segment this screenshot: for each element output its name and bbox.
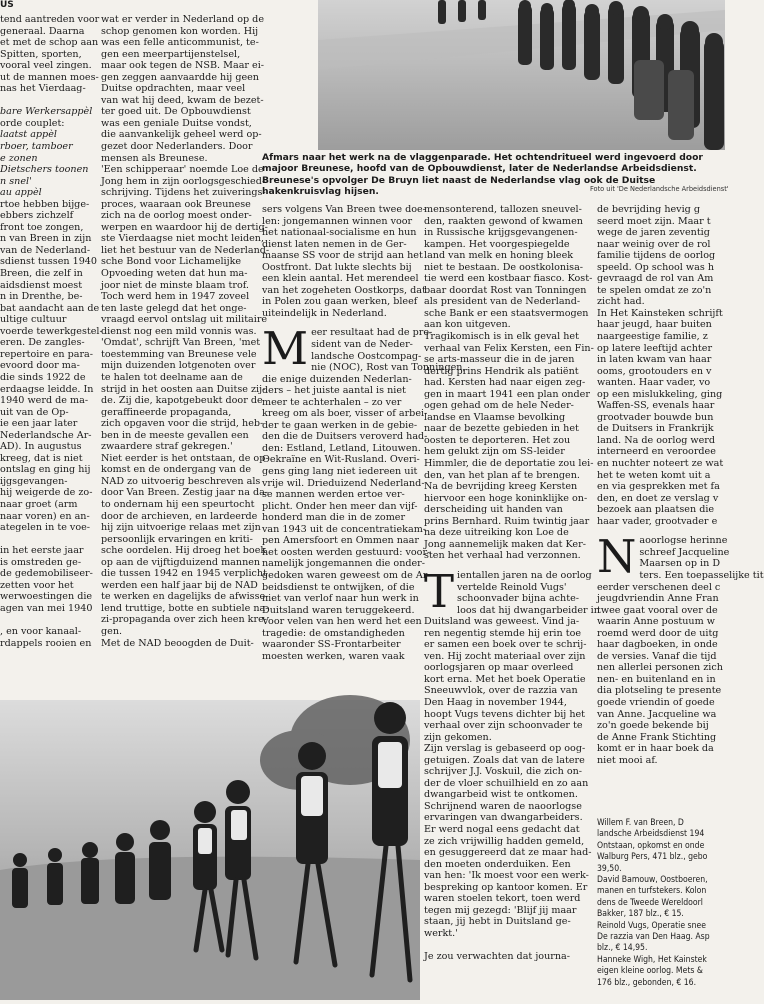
text-line: kampen. Het voorgespiegelde bbox=[424, 238, 570, 250]
text-line: gen in maart 1941 een plan onder bbox=[424, 388, 590, 400]
text-line: op latere leeftijd achter bbox=[597, 342, 713, 354]
text-line: vooral veel zingen. bbox=[0, 60, 92, 72]
text-line: van Anne. Jacqueline wa bbox=[597, 708, 717, 720]
text-line: die sinds 1922 de bbox=[0, 371, 86, 383]
text-line: Oostfront. Dat lukte slechts bij bbox=[262, 261, 412, 273]
text-line: Himmler, die de deportatie zou lei- bbox=[424, 458, 594, 470]
text-line: Duitsland was geweest. Vind ja- bbox=[424, 616, 580, 628]
text-line: kort erna. Met het boek Operatie bbox=[424, 673, 586, 685]
column-5 bbox=[597, 204, 764, 816]
text-line: twee gaat vooral over de bbox=[597, 604, 718, 616]
text-line: sche Bank er een staatsvermogen bbox=[424, 307, 589, 319]
text-line: strijd in het oosten aan Duitse zij- bbox=[101, 383, 266, 395]
text-line: staan, jij hebt in Duitsland ge- bbox=[424, 916, 571, 928]
text-line: den, raakten gewond of kwamen bbox=[424, 215, 583, 227]
text-line: baar doordat Rost van Tonningen bbox=[424, 284, 587, 296]
text-line: ategelen in te voe- bbox=[0, 522, 91, 534]
text-line: gen. bbox=[101, 625, 123, 637]
text-line: ogen gehad om de hele Neder- bbox=[424, 400, 574, 412]
column-4 bbox=[424, 204, 600, 1000]
text-line: een klein aantal. Het merendeel bbox=[262, 273, 419, 285]
text-line: zich na de oorlog moest onder- bbox=[101, 210, 252, 222]
text-line: loos dat hij dwangarbeider in bbox=[457, 604, 600, 616]
text-line: Nederlandsche Ar- bbox=[0, 429, 92, 441]
text-line: bare Werkersappèl bbox=[0, 106, 93, 118]
text-line: mensonterend, tallozen sneuvel- bbox=[424, 204, 582, 215]
text-line: Maarsen op in D bbox=[639, 558, 721, 570]
text-line: In Het Kainsteken schrijft bbox=[597, 307, 723, 319]
text-line: op aan de vijftigduizend mannen bbox=[101, 556, 261, 568]
text-line: de Duitsers in Frankrijk bbox=[597, 423, 714, 435]
text-line: hiervoor een hoge koninklijke on- bbox=[424, 492, 588, 504]
text-line bbox=[0, 614, 92, 626]
text-line: n snel' bbox=[0, 175, 32, 187]
text-line: als president van de Nederland- bbox=[424, 296, 581, 308]
text-line: die aanvankelijk geheel werd op- bbox=[101, 129, 262, 141]
text-line: namelijk jongemannen die onder- bbox=[262, 558, 426, 570]
text-line: rdappels rooien en bbox=[0, 637, 92, 649]
text-line: haar dagboeken, in onde bbox=[597, 639, 718, 651]
text-line: ut de mannen moes- bbox=[0, 71, 99, 83]
text-line: dertig prins Hendrik als patiënt bbox=[424, 365, 579, 377]
text-line: proces, waaraan ook Breunese bbox=[101, 198, 251, 210]
women-marching-photo bbox=[0, 700, 420, 1000]
text-line: n van Breen in zijn bbox=[0, 233, 92, 245]
text-line: in het eerste jaar bbox=[0, 545, 84, 557]
text-line: mijn duizenden lotgenoten over bbox=[101, 360, 256, 372]
text-line: op een mislukkeling, ging bbox=[597, 388, 723, 400]
text-line: bat aandacht aan de bbox=[0, 302, 100, 314]
text-line: ren negentig stemde hij erin toe bbox=[424, 627, 582, 639]
text-line: dwangarbeid wist te ontkomen. bbox=[424, 789, 578, 801]
text-line: ultige cultuur bbox=[0, 314, 67, 326]
text-line: verhaal over zijn schoonvader te bbox=[424, 720, 583, 732]
text-line: van 1943 uit de concentratiekam- bbox=[262, 523, 427, 535]
text-line: had. Kersten had naar eigen zeg- bbox=[424, 377, 586, 389]
text-line: maanse SS voor de strijd aan het bbox=[262, 250, 423, 262]
text-line: persoonlijk ervaringen en kriti- bbox=[101, 533, 253, 545]
text-line: nas het Vierdaag- bbox=[0, 83, 86, 95]
text-line: aidsdienst moest bbox=[0, 279, 83, 291]
text-line: schop genomen kon worden. Hij bbox=[101, 25, 259, 37]
text-line: n in Drenthe, be- bbox=[0, 291, 83, 303]
text-line: in Russische krijgsgevangenen- bbox=[424, 227, 578, 239]
text-line: het oosten werden gestuurd: voor- bbox=[262, 546, 431, 558]
text-line: Niet eerder is het ontstaan, de op- bbox=[101, 452, 269, 464]
text-line: verhaal van Felix Kersten, een Fin- bbox=[424, 342, 594, 354]
text-line: 'Een schipperaar' noemde Loe de bbox=[101, 164, 264, 176]
text-line bbox=[424, 939, 586, 951]
text-line: werpen en waardoor hij de dertig- bbox=[101, 221, 268, 233]
text-line: naargeestige familie, z bbox=[597, 331, 708, 343]
text-line: de bevrijding hevig g bbox=[597, 204, 700, 215]
text-line: uiteindelijk in Nederland. bbox=[262, 307, 387, 319]
text-line: ders – het juiste aantal is niet bbox=[262, 385, 406, 397]
text-line: de. Zij die, kapotgebeukt door de bbox=[101, 395, 263, 407]
text-line: Na de bevrijding kreeg Kersten bbox=[424, 481, 578, 493]
text-line: naar de bezette gebieden in het bbox=[424, 423, 579, 435]
text-line: roemd werd door de uitg bbox=[597, 627, 719, 639]
text-line: ebbers zichzelf bbox=[0, 210, 74, 222]
text-line: sche Bond voor Lichamelijke bbox=[101, 256, 242, 268]
text-line: Sneeuwvlok, over de razzia van bbox=[424, 685, 578, 697]
text-line: hij zijn uitvoerige relaas met zijn bbox=[101, 522, 261, 534]
text-line: den: Estland, Letland, Litouwen. bbox=[262, 442, 421, 454]
text-line: ter goed uit. De Opbouwdienst bbox=[101, 106, 251, 118]
text-line: honderd man die in de zomer bbox=[262, 512, 406, 524]
text-line: zo'n goede bekende bij bbox=[597, 720, 709, 732]
text-line: familie tijdens de oorlog bbox=[597, 250, 716, 262]
text-line: ze zich vrijwillig hadden gemeld, bbox=[424, 835, 585, 847]
text-line: komt er in haar boek da bbox=[597, 743, 714, 755]
paragraph bbox=[597, 530, 764, 766]
text-line: en nuchter noteert ze wat bbox=[597, 458, 724, 470]
text-line: liet het bestuur van de Nederland- bbox=[101, 244, 270, 256]
text-line: aoorlogse herinne bbox=[639, 535, 728, 547]
text-line: haar jeugd, haar buiten bbox=[597, 319, 712, 331]
book-list-line: Ontstaan, opkomst en onde bbox=[597, 840, 705, 851]
text-line: dia plotseling te presente bbox=[597, 685, 722, 697]
text-line: te spelen omdat ze zo'n bbox=[597, 284, 712, 296]
text-line: de gedemobiliseer- bbox=[0, 568, 93, 580]
text-line: nen- en buitenland en in bbox=[597, 673, 716, 685]
text-line: laatst appèl bbox=[0, 129, 57, 141]
text-line: naar groet (arm bbox=[0, 498, 78, 510]
text-line: ben in de meeste gevallen een bbox=[101, 429, 249, 441]
text-line: Breen, die zelf in bbox=[0, 268, 83, 280]
text-line: gen een meerpartijenstelsel, bbox=[101, 48, 241, 60]
text-line: schoonvader bijna achte- bbox=[457, 593, 579, 605]
text-line: meer te achterhalen – zo ver bbox=[262, 396, 402, 408]
text-line bbox=[0, 95, 92, 107]
text-line: NAD zo uitvoerig beschreven als bbox=[101, 475, 261, 487]
text-line: dienst nog een mild vonnis was. bbox=[101, 325, 257, 337]
text-line: der te gaan werken in de gebie- bbox=[262, 419, 418, 431]
text-line: eer resultaat had de pre- bbox=[311, 327, 433, 339]
text-line bbox=[0, 534, 92, 546]
text-line: landse en Vlaamse bevolking bbox=[424, 411, 566, 423]
text-line: voerde tewerkgestel- bbox=[0, 325, 103, 337]
text-line: door de archieven, en lardeerde bbox=[101, 510, 258, 522]
text-line: ste Vierdaagse niet mocht leiden, bbox=[101, 233, 264, 245]
text-line: tend aantreden voor bbox=[0, 14, 100, 25]
book-list-line: De razzia van Den Haag. Asp bbox=[597, 932, 710, 943]
text-line: ientallen jaren na de oorlog bbox=[457, 569, 592, 581]
text-line: wat er verder in Nederland op de bbox=[101, 14, 265, 25]
text-line: lend truttige, botte en subtiele na- bbox=[101, 602, 269, 614]
book-list-line: David Bamouw, Oostboeren, bbox=[597, 875, 708, 886]
column-2 bbox=[101, 14, 270, 704]
text-line: getuigen. Zoals dat van de latere bbox=[424, 754, 585, 766]
text-line: 1940 werd de ma- bbox=[0, 395, 89, 407]
text-line: Duitsland waren teruggekeerd. bbox=[262, 604, 415, 616]
text-line: gezet door Nederlanders. Door bbox=[101, 141, 253, 153]
text-line: sche oordelen. Hij droeg het boek bbox=[101, 545, 267, 557]
text-line: van hen: 'Ik moest voor een werk- bbox=[424, 870, 589, 882]
text-line: zijn gekomen. bbox=[424, 731, 492, 743]
text-line: oosten te deporteren. Het zou bbox=[424, 434, 571, 446]
text-line: Voor velen van hen werd het een bbox=[262, 616, 422, 628]
marching-men-photo bbox=[318, 0, 725, 150]
text-line: der de vloer schuilhield en zo aan bbox=[424, 777, 589, 789]
text-line: moesten werken, waren vaak bbox=[262, 650, 405, 662]
text-line: land van melk en honing bleek bbox=[424, 250, 574, 262]
text-line: ervaringen van dwangarbeiders. bbox=[424, 812, 583, 824]
book-list-line: Hanneke Wigh, Het Kainstek bbox=[597, 954, 707, 965]
text-line: au appèl bbox=[0, 187, 42, 199]
text-line: se arts-masseur die in de jaren bbox=[424, 354, 575, 366]
book-list-line: 39,50. bbox=[597, 863, 622, 874]
text-line: beidsdienst te ontwijken, of die bbox=[262, 581, 415, 593]
text-line: nen allerlei personen zich bbox=[597, 662, 723, 674]
book-list-line: Willem F. van Breen, D bbox=[597, 818, 684, 828]
text-line: rtoe hebben bijge- bbox=[0, 198, 90, 210]
text-line: vrije wil. Drieduizend Nederland- bbox=[262, 477, 425, 489]
section-tag: US bbox=[0, 0, 14, 10]
text-line: landsche Oostcompag- bbox=[311, 350, 422, 362]
text-line: van het zogeheten Oostkorps, dat bbox=[262, 284, 426, 296]
text-line: sident van de Neder- bbox=[311, 339, 413, 351]
text-line: derscheiding uit handen van bbox=[424, 504, 563, 516]
text-line: niet mooi af. bbox=[597, 754, 658, 766]
text-line: zicht had. bbox=[597, 296, 645, 308]
text-line: schrijving. Tijdens het zuiverings- bbox=[101, 187, 266, 199]
text-line: evoord door ma- bbox=[0, 360, 80, 372]
text-line: werwoestingen die bbox=[0, 591, 93, 603]
text-line: was een geniale Duitse vondst, bbox=[101, 117, 252, 129]
book-list-line: landsche Arbeidsdienst 194 bbox=[597, 829, 705, 840]
text-line: niet te bestaan. De oostkolonisa- bbox=[424, 261, 584, 273]
text-line: tie werd een kostbaar fiasco. Kost- bbox=[424, 273, 593, 285]
text-line: waaronder SS-Frontarbeiter bbox=[262, 639, 401, 651]
text-line: gevraagd de rol van Am bbox=[597, 273, 714, 285]
text-line: ten laste gelegd dat het onge- bbox=[101, 302, 247, 314]
text-line: Spitten, sporten, bbox=[0, 48, 82, 60]
text-line: zwaardere straf gekregen.' bbox=[101, 441, 233, 453]
book-list-line: dens de Tweede Wereldoorl bbox=[597, 897, 703, 908]
text-line: speeld. Op school was h bbox=[597, 261, 715, 273]
paragraph bbox=[424, 564, 600, 963]
text-line: zich opgaven voor die strijd, heb- bbox=[101, 418, 264, 430]
text-line: rboer, tamboer bbox=[0, 141, 73, 153]
text-line: schrijver J.J. Voskuil, die zich on- bbox=[424, 766, 583, 778]
text-line: den, en doet ze verslag v bbox=[597, 492, 719, 504]
text-line: front toe zongen, bbox=[0, 221, 84, 233]
photo-caption: Afmars naar het werk na de vlaggenparade. Het ochtendritueel werd ingevoerd door majoor Breunese, hoofd van de Opbouwdienst, later de Nederlandse Arbeidsdienst. Breunese's opvolger De Bruyn liet naast de Nederlandse vlag ook de Duitse hakenkruisvlag hijsen. bbox=[262, 152, 703, 197]
text-line: Den Haag in november 1944, bbox=[424, 696, 567, 708]
column-3 bbox=[262, 204, 466, 704]
text-line: ie een jaar later bbox=[0, 418, 78, 430]
text-line: vertelde Reinold Vugs' bbox=[457, 581, 567, 593]
text-line: den, van het plan af te brengen. bbox=[424, 469, 580, 481]
book-list-line: manen en turfstekers. Kolon bbox=[597, 886, 707, 897]
book-list-line: Reinold Vugs, Operatie snee bbox=[597, 920, 706, 931]
drop-cap: N bbox=[597, 530, 637, 584]
text-line: Toch werd hem in 1947 zoveel bbox=[101, 291, 250, 303]
text-line: jeugdvriendin Anne Fran bbox=[597, 593, 719, 605]
text-line: nie (NOC), Rost van Tonningen, bbox=[311, 362, 466, 374]
text-line: maar ook tegen de NSB. Maar ei- bbox=[101, 60, 265, 72]
text-line: toestemming van Breunese vele bbox=[101, 348, 257, 360]
text-line: kreeg, dat is niet bbox=[0, 452, 83, 464]
text-line: et met de schop aan bbox=[0, 37, 99, 49]
text-line: het te weten komt uit a bbox=[597, 469, 711, 481]
text-line: uit van de Op- bbox=[0, 406, 69, 418]
text-line: gens ging lang niet iedereen uit bbox=[262, 466, 418, 478]
text-line: tragedie: de omstandigheden bbox=[262, 627, 405, 639]
text-line: in laten kwam van haar bbox=[597, 354, 712, 366]
text-line: Waffen-SS, evenals haar bbox=[597, 400, 715, 412]
text-line: vraagd eervol ontslag uit militaire bbox=[101, 314, 268, 326]
text-line: Je zou verwachten dat journa- bbox=[424, 951, 570, 962]
text-line: Tragikomisch is in elk geval het bbox=[424, 331, 579, 343]
text-line: , en voor kanaal- bbox=[0, 625, 82, 637]
text-line: seerd moet zijn. Maar t bbox=[597, 215, 711, 227]
text-line: van wat hij deed, kwam de bezet- bbox=[101, 94, 264, 106]
text-line: in Polen zou gaan werken, bleef bbox=[262, 296, 418, 308]
book-list-line: blz., € 14,95. bbox=[597, 943, 648, 954]
text-line: hem gelukt zijn om SS-leider bbox=[424, 446, 565, 458]
text-line: Oekraïne en Wit-Rusland. Overi- bbox=[262, 454, 420, 466]
text-line: Opvoeding weten dat hun ma- bbox=[101, 268, 248, 280]
text-line: zetten voor het bbox=[0, 579, 74, 591]
text-line: van de Nederland- bbox=[0, 244, 91, 256]
text-line: schreef Jacqueline bbox=[639, 546, 730, 558]
text-line: generaal. Daarna bbox=[0, 25, 85, 37]
text-line: die enige duizenden Nederlan- bbox=[262, 373, 412, 385]
text-line: interneerd en veroordee bbox=[597, 446, 716, 458]
text-line: wege de jaren zeventig bbox=[597, 227, 710, 239]
text-line: komst en de ondergang van de bbox=[101, 464, 252, 476]
text-line: orde couplet: bbox=[0, 117, 65, 129]
text-line: ven. Hij zocht materiaal over zijn bbox=[424, 650, 586, 662]
text-line: is omstreden ge- bbox=[0, 556, 82, 568]
text-line: Zijn verslag is gebaseerd op oog- bbox=[424, 743, 586, 755]
text-line: Duitse opdrachten, maar veel bbox=[101, 83, 246, 95]
text-line: te werken en dagelijks de afwisse- bbox=[101, 591, 269, 603]
drop-cap: M bbox=[262, 322, 309, 376]
text-line: bezoek aan plaatsen die bbox=[597, 504, 715, 516]
text-line: naar weinig over de rol bbox=[597, 238, 711, 250]
book-list-sidebar bbox=[597, 818, 725, 989]
text-line: AD). In augustus bbox=[0, 441, 82, 453]
text-line: se mannen werden ertoe ver- bbox=[262, 489, 405, 501]
text-line: werkt.' bbox=[424, 927, 458, 939]
text-line: tegen mij gezegd: 'Blijf jij maar bbox=[424, 904, 577, 916]
text-line: sdienst tussen 1940 bbox=[0, 256, 98, 268]
text-line: pen Amersfoort en Ommen naar bbox=[262, 535, 419, 547]
book-list-line: eigen kleine oorlog. Mets & bbox=[597, 966, 703, 977]
text-line: bespreking op kantoor komen. Er bbox=[424, 881, 588, 893]
text-line: die tussen 1942 en 1945 verplicht bbox=[101, 568, 267, 580]
text-line: de versies. Vanaf die tijd bbox=[597, 650, 717, 662]
column-1 bbox=[0, 14, 103, 704]
text-line: Schrijnend waren de naoorlogse bbox=[424, 800, 582, 812]
text-line: erdaagse leidde. In bbox=[0, 383, 94, 395]
text-line: Jong aannemelijk maken dat Ker- bbox=[424, 538, 586, 550]
text-line: plicht. Onder hen meer dan vijf- bbox=[262, 500, 418, 512]
text-line: Er werd nogal eens gedacht dat bbox=[424, 823, 580, 835]
text-line: niet van verlof naar hun werk in bbox=[262, 593, 419, 605]
text-line: Dietschers toonen bbox=[0, 164, 89, 176]
photo-credit: Foto uit 'De Nederlandsche Arbeidsdienst' bbox=[590, 185, 729, 193]
text-line: het nationaal-socialisme en hun bbox=[262, 227, 417, 239]
text-line: e zonen bbox=[0, 152, 38, 164]
text-line: geraffineerde propaganda, bbox=[101, 406, 232, 418]
text-line: to ondernam hij een speurtocht bbox=[101, 498, 255, 510]
book-list-line: 176 blz., gebonden, € 16. bbox=[597, 977, 697, 988]
text-line: Met de NAD beoogden de Duit- bbox=[101, 637, 254, 649]
text-line: eren. De zangles- bbox=[0, 337, 85, 349]
text-line: te halen tot deelname aan de bbox=[101, 371, 243, 383]
text-line: den die de Duitsers veroverd had- bbox=[262, 431, 428, 443]
text-line: en gesuggereerd dat ze maar had- bbox=[424, 847, 592, 859]
text-line: gedoken waren geweest om de Ar- bbox=[262, 569, 431, 581]
text-line: land. Na de oorlog werd bbox=[597, 434, 716, 446]
text-line: werden een half jaar bij de NAD bbox=[101, 579, 258, 591]
text-line: ooms, grootouders en v bbox=[597, 365, 712, 377]
text-line: grootvader bouwde bun bbox=[597, 411, 714, 423]
paragraph bbox=[262, 322, 466, 662]
text-line: 'Omdat', schrijft Van Breen, 'met bbox=[101, 337, 261, 349]
text-line: aan kon uitgeven. bbox=[424, 319, 511, 331]
text-line: hoopt Vugs tevens dichter bij het bbox=[424, 708, 586, 720]
text-line: de Anne Frank Stichting bbox=[597, 731, 717, 743]
text-line: naar voren) en an- bbox=[0, 510, 90, 522]
text-line: repertoire en para- bbox=[0, 348, 93, 360]
text-line: gen zeggen aanvaardde hij geen bbox=[101, 71, 259, 83]
text-line: ontslag en ging hij bbox=[0, 464, 91, 476]
text-line: sers volgens Van Breen twee doe- bbox=[262, 204, 426, 215]
text-line: zi-propaganda over zich heen kre- bbox=[101, 614, 267, 626]
text-line: door Van Breen. Zestig jaar na da- bbox=[101, 487, 269, 499]
text-line: eerder verschenen deel c bbox=[597, 581, 721, 593]
text-line: er samen een boek over te schrij- bbox=[424, 639, 587, 651]
text-line: sten het verhaal had verzonnen. bbox=[424, 550, 581, 562]
text-line: waarin Anne postuum w bbox=[597, 616, 715, 628]
text-line: hij weigerde de zo- bbox=[0, 487, 93, 499]
text-line: waren stoelen tekort, toen werd bbox=[424, 893, 581, 905]
text-line: prins Bernhard. Ruim twintig jaar bbox=[424, 515, 590, 527]
text-line: mensen als Breunese. bbox=[101, 152, 208, 164]
text-line: oorlogsjaren op maar overleed bbox=[424, 662, 574, 674]
book-list-line: Bakker, 187 blz., € 15. bbox=[597, 909, 684, 920]
text-line: agen van mei 1940 bbox=[0, 602, 93, 614]
text-line: haar vader, grootvader e bbox=[597, 515, 718, 527]
text-line: kreeg om als boer, visser of arbei- bbox=[262, 408, 428, 420]
text-line: ijgsgevangen- bbox=[0, 475, 68, 487]
drop-cap: T bbox=[424, 564, 455, 618]
text-line: was een felle anticommunist, te- bbox=[101, 37, 259, 49]
text-line: goede vriendin of goede bbox=[597, 696, 715, 708]
book-list-line: Walburg Pers, 471 blz., gebo bbox=[597, 852, 708, 863]
text-line: na deze uitreiking kon Loe de bbox=[424, 527, 569, 539]
text-line: Jong hem in zijn oorlogsgeschied- bbox=[101, 175, 266, 187]
text-line: en via gesprekken met fa bbox=[597, 481, 720, 493]
text-line: den moeten onderduiken. Een bbox=[424, 858, 571, 870]
text-line: ters. Een toepasselijke tit bbox=[639, 569, 764, 581]
text-line: dienst laten nemen in de Ger- bbox=[262, 238, 407, 250]
text-line: wanten. Haar vader, vo bbox=[597, 377, 711, 389]
text-line: joor niet de minste blaam trof. bbox=[101, 279, 249, 291]
text-line: len: jongemannen winnen voor bbox=[262, 215, 413, 227]
